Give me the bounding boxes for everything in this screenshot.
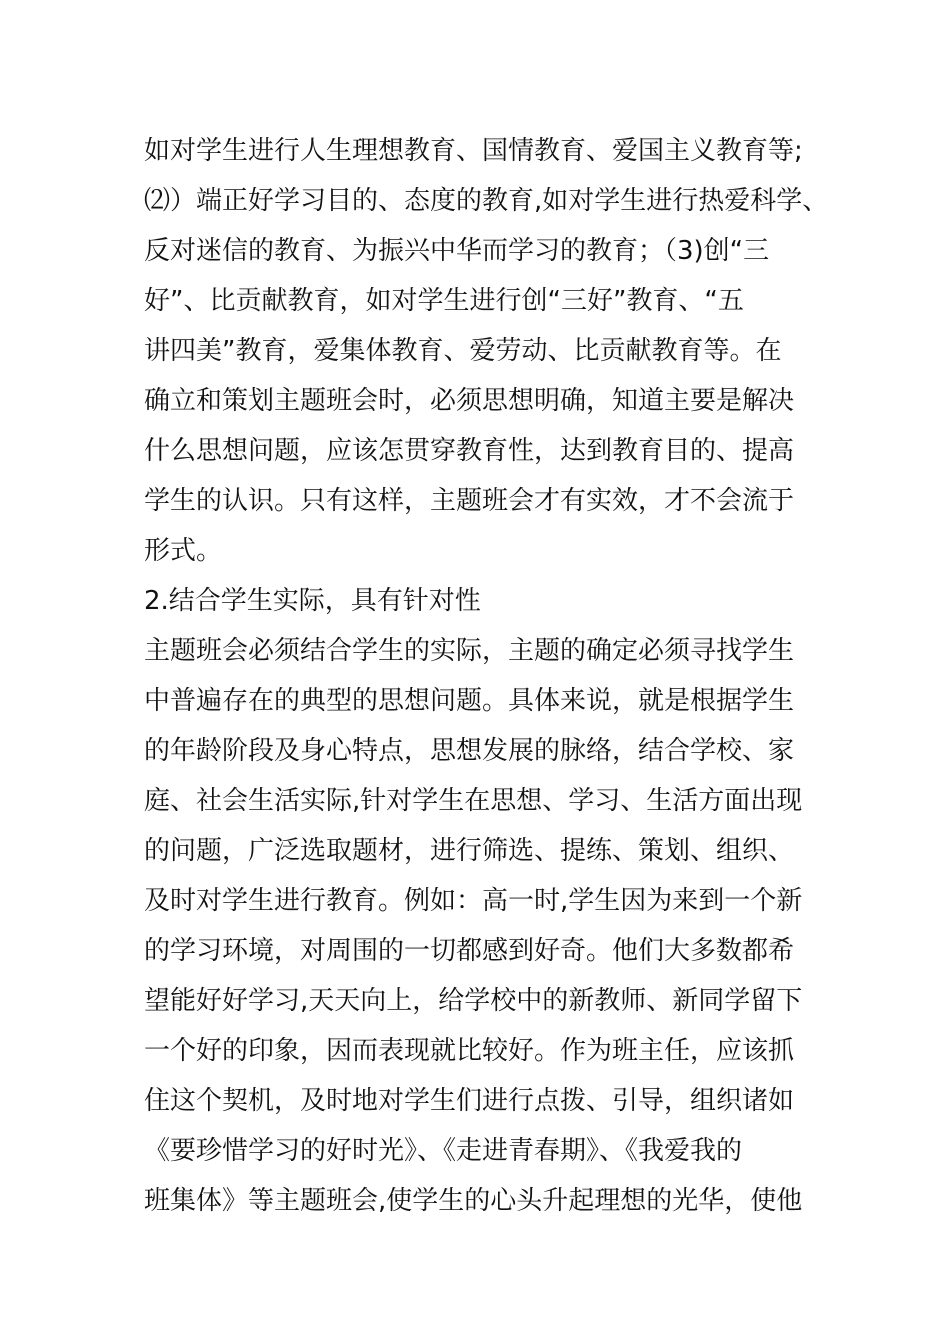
text-line-12: 中普遍存在的典型的思想问题。具体来说，就是根据学生 [144, 686, 795, 716]
section-heading: 2.结合学生实际，具有针对性 [144, 586, 481, 616]
text-line-19: 一个好的印象，因而表现就比较好。作为班主任，应该抓 [144, 1036, 795, 1066]
text-line-6: 确立和策划主题班会时，必须思想明确，知道主要是解决 [144, 386, 795, 416]
text-line-17: 的学习环境，对周围的一切都感到好奇。他们大多数都希 [144, 936, 795, 966]
text-line-3: 反对迷信的教育、为振兴中华而学习的教育；（3)创“三 [144, 236, 770, 266]
text-line-21: 《要珍惜学习的好时光》、《走进青春期》、《我爱我的 [144, 1136, 743, 1166]
text-line-7: 什么思想问题，应该怎贯穿教育性，达到教育目的、提高 [144, 436, 795, 466]
text-line-14: 庭、社会生活实际,针对学生在思想、学习、生活方面出现 [144, 786, 803, 816]
text-line-15: 的问题，广泛选取题材，进行筛选、提练、策划、组织、 [144, 836, 795, 866]
text-line-18: 望能好好学习,天天向上，给学校中的新教师、新同学留下 [144, 986, 803, 1016]
text-line-4: 好”、比贡献教育，如对学生进行创“三好”教育、“五 [144, 286, 744, 316]
text-line-16: 及时对学生进行教育。例如：高一时,学生因为来到一个新 [144, 886, 803, 916]
text-line-2: ⑵）端正好学习目的、态度的教育,如对学生进行热爱科学、 [144, 186, 829, 216]
text-line-1: 如对学生进行人生理想教育、国情教育、爱国主义教育等; [144, 136, 803, 166]
body-text [144, 126, 829, 1226]
text-line-11: 主题班会必须结合学生的实际，主题的确定必须寻找学生 [144, 636, 795, 666]
text-line-20: 住这个契机，及时地对学生们进行点拨、引导，组织诸如 [144, 1086, 795, 1116]
text-line-5: 讲四美”教育，爱集体教育、爱劳动、比贡献教育等。在 [144, 336, 782, 366]
text-line-9: 形式。 [144, 536, 223, 566]
text-line-8: 学生的认识。只有这样，主题班会才有实效，才不会流于 [144, 486, 795, 516]
text-line-13: 的年龄阶段及身心特点，思想发展的脉络，结合学校、家 [144, 736, 795, 766]
text-line-22: 班集体》等主题班会,使学生的心头升起理想的光华，使他 [144, 1186, 803, 1216]
